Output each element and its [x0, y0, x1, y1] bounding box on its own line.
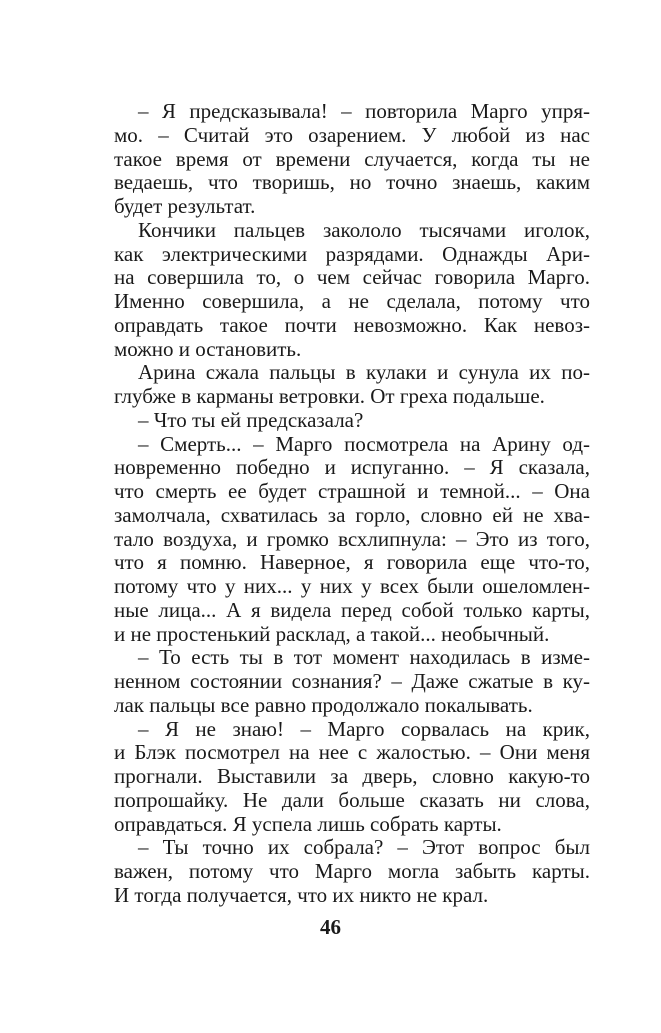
text-line: будет результат. — [114, 195, 256, 218]
text-line: на совершила то, о чем сейчас говорила Марго. — [114, 266, 590, 290]
text-line: такое время от времени случается, когда ты не — [114, 147, 590, 171]
text-line: – Что ты ей предсказала? — [138, 408, 364, 432]
text-line: прогнали. Выставили за дверь, словно какую-то — [114, 765, 590, 788]
text-line: – Я предсказывала! – повторила Марго упря- — [138, 100, 590, 123]
text-line: что смерть ее будет страшной и темной... – Она — [114, 480, 590, 503]
text-line: И тогда получается, что их никто не крал. — [114, 883, 489, 907]
text-line: важен, потому что Марго могла забыть карты. — [114, 860, 590, 883]
page-number: 46 — [320, 915, 341, 939]
page-body-text — [114, 100, 590, 908]
text-line: можно и остановить. — [114, 337, 302, 361]
text-line: – Ты точно их собрала? – Этот вопрос был — [138, 836, 590, 860]
text-line: замолчала, схватилась за горло, словно ей не хва- — [114, 503, 590, 527]
text-line: глубже в карманы ветровки. От греха подальше. — [114, 385, 545, 408]
text-line: и Блэк посмотрел на нее с жалостью. – Они меня — [114, 741, 590, 765]
text-line: и не простенький расклад, а такой... необычный. — [114, 622, 550, 646]
text-line: попрошайку. Не дали больше сказать ни слова, — [114, 788, 590, 812]
text-line: – Смерть... – Марго посмотрела на Арину од- — [138, 432, 590, 456]
text-line: потому что у них... у них у всех были ошеломлен- — [114, 575, 590, 598]
text-line: лак пальцы все равно продолжало покалывать. — [114, 693, 533, 717]
text-line: – Я не знаю! – Марго сорвалась на крик, — [138, 717, 590, 741]
text-line: ные лица... А я видела перед собой только карты, — [114, 598, 590, 622]
text-line: как электрическими разрядами. Однажды Ари- — [114, 242, 590, 266]
text-line: новременно победно и испуганно. – Я сказала, — [114, 456, 590, 480]
text-line: ведаешь, что творишь, но точно знаешь, каким — [114, 171, 590, 195]
text-line: – То есть ты в тот момент находилась в изме- — [138, 646, 590, 670]
text-line: Арина сжала пальцы в кулаки и сунула их по- — [138, 361, 590, 385]
text-line: оправдать такое почти невозможно. Как невоз- — [114, 313, 590, 337]
text-line: Кончики пальцев закололо тысячами иголок, — [138, 218, 590, 242]
text-line: Именно совершила, а не сделала, потому что — [114, 290, 590, 313]
text-line: ненном состоянии сознания? – Даже сжатые в ку- — [114, 670, 590, 693]
text-line: мо. – Считай это озарением. У любой из нас — [114, 123, 590, 147]
text-line: тало воздуха, и громко всхлипнула: – Это из того, — [114, 527, 590, 551]
text-line: оправдаться. Я успела лишь собрать карты. — [114, 812, 502, 836]
text-line: что я помню. Наверное, я говорила еще что-то, — [114, 551, 590, 575]
